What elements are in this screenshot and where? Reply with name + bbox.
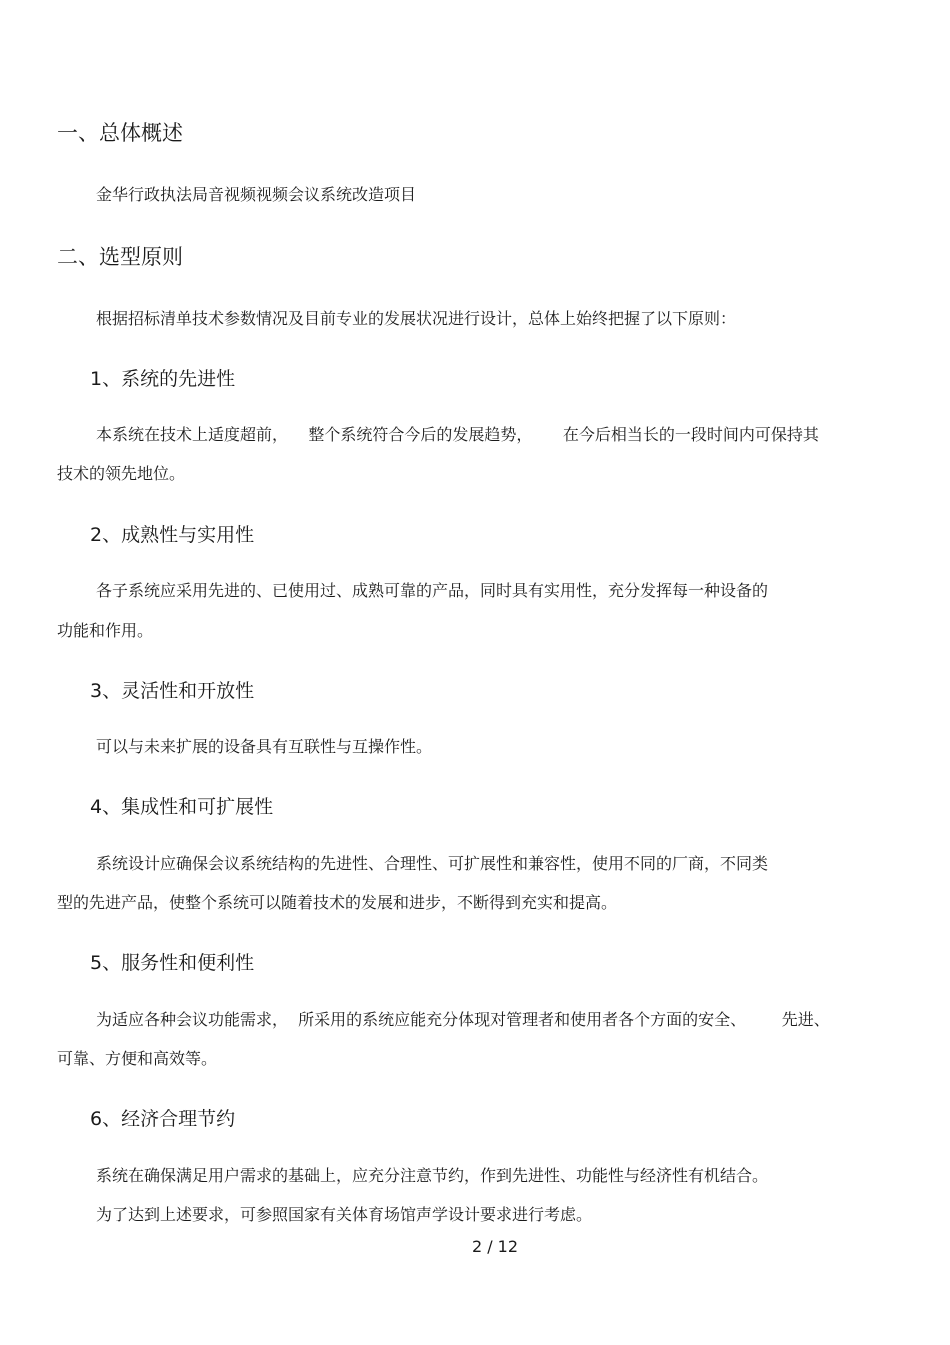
item-3-line-1: 可以与未来扩展的设备具有互联性与互操作性。 xyxy=(96,737,433,756)
item-4-line-1: 系统设计应确保会议系统结构的先进性、合理性、可扩展性和兼容性，使用不同的厂商，不同类 xyxy=(96,854,769,873)
item-2-title: 2、成熟性与实用性 xyxy=(90,524,255,546)
item-4-title: 4、集成性和可扩展性 xyxy=(90,796,274,818)
item-1-line-1: 本系统在技术上适度超前， 整个系统符合今后的发展趋势， 在今后相当长的一段时间内可保持其 xyxy=(96,425,819,444)
item-2-line-1: 各子系统应采用先进的、已使用过、成熟可靠的产品，同时具有实用性，充分发挥每一种设备的 xyxy=(96,581,769,600)
page-number: 2 / 12 xyxy=(471,1237,519,1256)
item-1-title: 1、系统的先进性 xyxy=(90,368,236,390)
item-5-line-2: 可靠、方便和高效等。 xyxy=(57,1049,218,1068)
overview-text: 金华行政执法局音视频视频会议系统改造项目 xyxy=(96,185,417,204)
item-2-line-2: 功能和作用。 xyxy=(57,621,154,640)
item-6-title: 6、经济合理节约 xyxy=(90,1108,236,1130)
item-6-line-1: 系统在确保满足用户需求的基础上，应充分注意节约，作到先进性、功能性与经济性有机结合。 xyxy=(96,1166,769,1185)
item-1-line-2: 技术的领先地位。 xyxy=(57,464,186,483)
item-4-line-2: 型的先进产品，使整个系统可以随着技术的发展和进步，不断得到充实和提高。 xyxy=(57,893,618,912)
principles-intro: 根据招标清单技术参数情况及目前专业的发展状况进行设计，总体上始终把握了以下原则： xyxy=(96,309,737,328)
heading-principles: 二、选型原则 xyxy=(57,245,183,269)
item-5-line-1: 为适应各种会议功能需求， 所采用的系统应能充分体现对管理者和使用者各个方面的安全、 先进、 xyxy=(96,1010,830,1029)
item-5-title: 5、服务性和便利性 xyxy=(90,952,255,974)
heading-overview: 一、总体概述 xyxy=(57,121,183,145)
item-3-title: 3、灵活性和开放性 xyxy=(90,680,255,702)
item-6-line-2: 为了达到上述要求，可参照国家有关体育场馆声学设计要求进行考虑。 xyxy=(96,1205,593,1224)
